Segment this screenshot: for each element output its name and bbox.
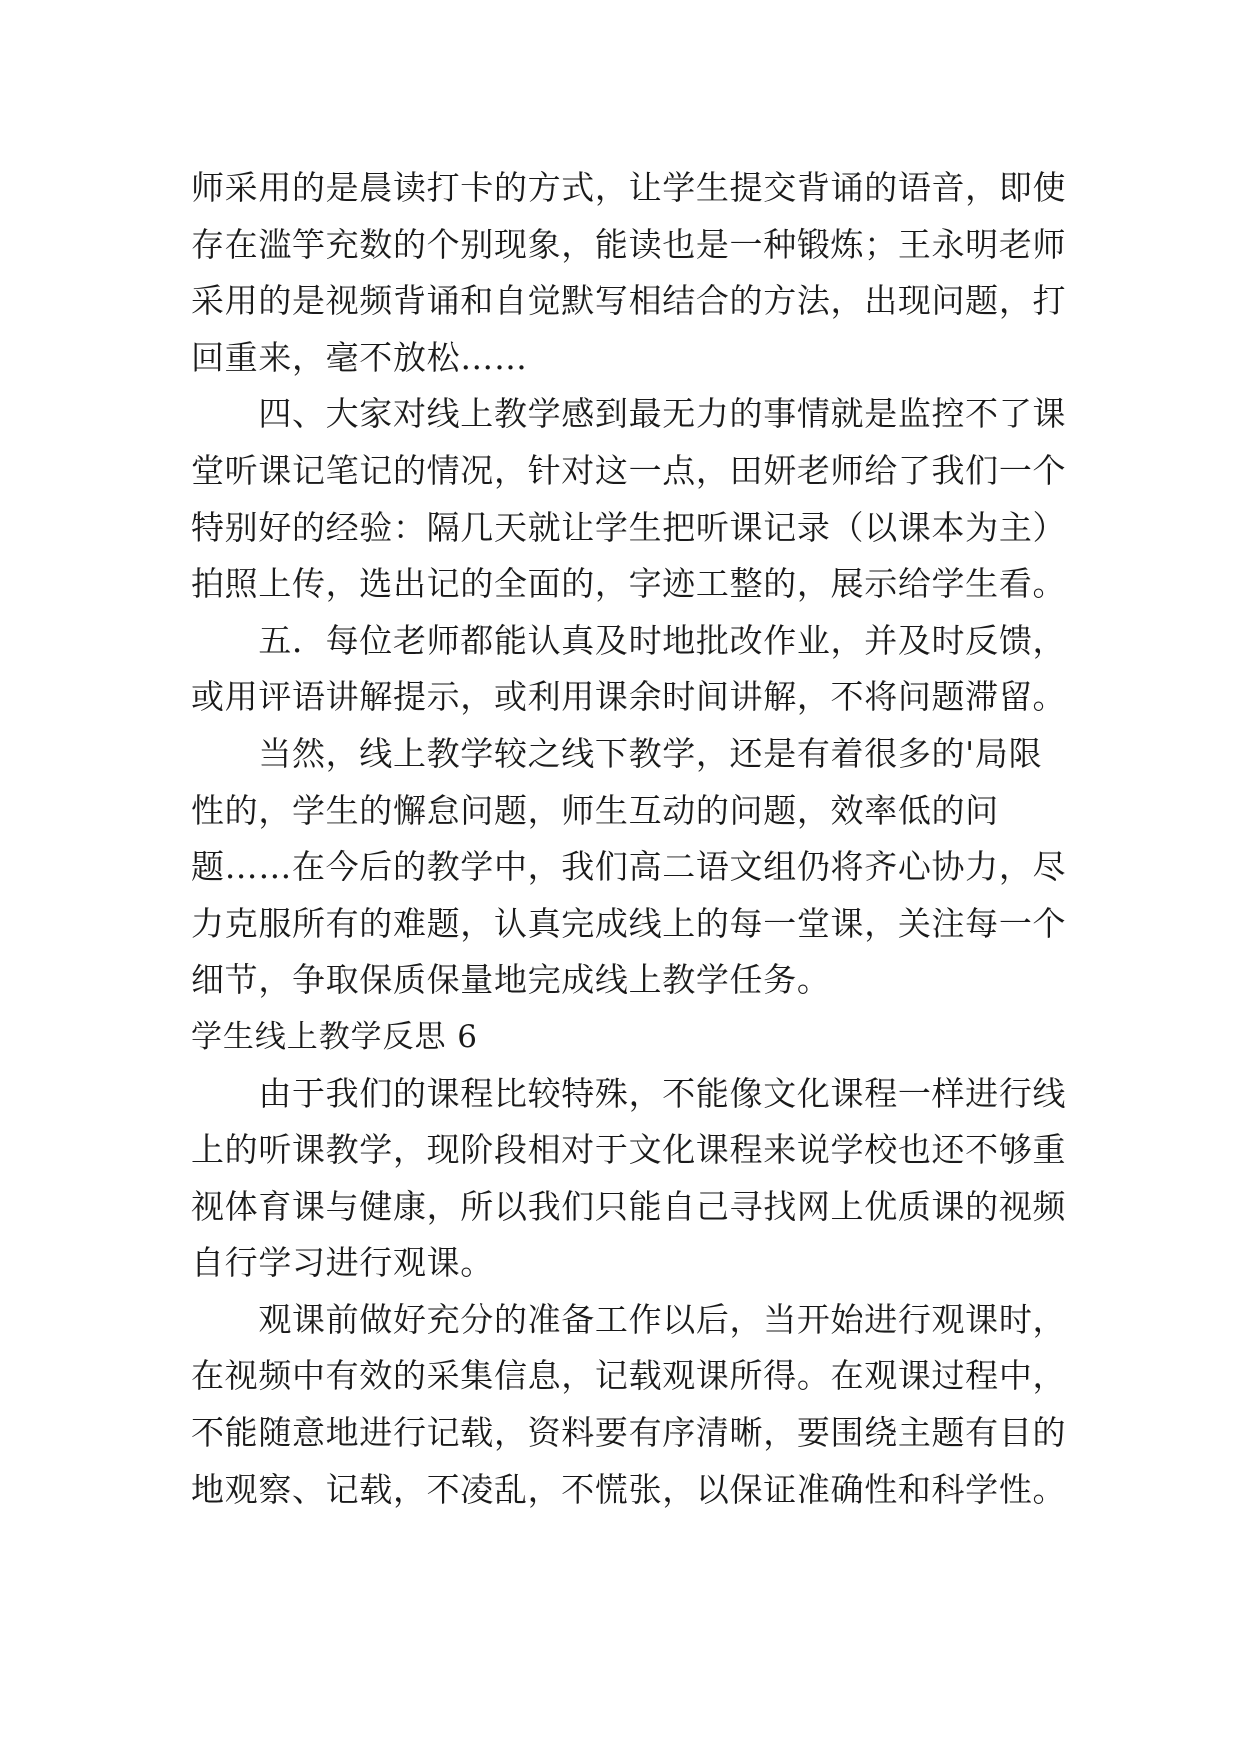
document-body: [191, 160, 1071, 1518]
text-line: 细节，争取保质保量地完成线上教学任务。: [191, 960, 831, 1000]
text-line: 四、大家对线上教学感到最无力的事情就是监控不了课: [191, 394, 1067, 434]
text-line: 采用的是视频背诵和自觉默写相结合的方法，出现问题，打: [191, 281, 1067, 321]
text-line: 当然，线上教学较之线下教学，还是有着很多的'局限: [191, 733, 1043, 773]
text-line: 在视频中有效的采集信息，记载观课所得。在观课过程中，: [191, 1356, 1067, 1396]
text-line: 性的，学生的懈怠问题，师生互动的问题，效率低的问: [191, 790, 999, 830]
text-line: 视体育课与健康，所以我们只能自己寻找网上优质课的视频: [191, 1186, 1067, 1226]
text-line: 五．每位老师都能认真及时地批改作业，并及时反馈，: [191, 620, 1067, 660]
text-line: 题……在今后的教学中，我们高二语文组仍将齐心协力，尽: [191, 847, 1067, 887]
section-heading: 学生线上教学反思 6: [191, 1018, 478, 1055]
text-line: 堂听课记笔记的情况，针对这一点，田妍老师给了我们一个: [191, 450, 1067, 490]
text-line: 回重来，毫不放松……: [191, 337, 528, 377]
text-line: 力克服所有的难题，认真完成线上的每一堂课，关注每一个: [191, 903, 1067, 943]
text-line: 不能随意地进行记载，资料要有序清晰，要围绕主题有目的: [191, 1413, 1067, 1453]
text-line: 观课前做好充分的准备工作以后，当开始进行观课时，: [191, 1299, 1067, 1339]
text-line: 拍照上传，选出记的全面的，字迹工整的，展示给学生看。: [191, 564, 1067, 604]
text-line: 存在滥竽充数的个别现象，能读也是一种锻炼；王永明老师: [191, 224, 1067, 264]
text-line: 地观察、记载，不凌乱，不慌张，以保证准确性和科学性。: [191, 1469, 1067, 1509]
text-line: 师采用的是晨读打卡的方式，让学生提交背诵的语音，即使: [191, 168, 1067, 207]
text-line: 特别好的经验：隔几天就让学生把听课记录（以课本为主）: [191, 507, 1067, 547]
text-line: 自行学习进行观课。: [191, 1243, 494, 1283]
text-line: 由于我们的课程比较特殊，不能像文化课程一样进行线: [191, 1073, 1067, 1113]
text-line: 或用评语讲解提示，或利用课余时间讲解，不将问题滞留。: [191, 677, 1067, 717]
text-line: 上的听课教学，现阶段相对于文化课程来说学校也还不够重: [191, 1130, 1067, 1170]
